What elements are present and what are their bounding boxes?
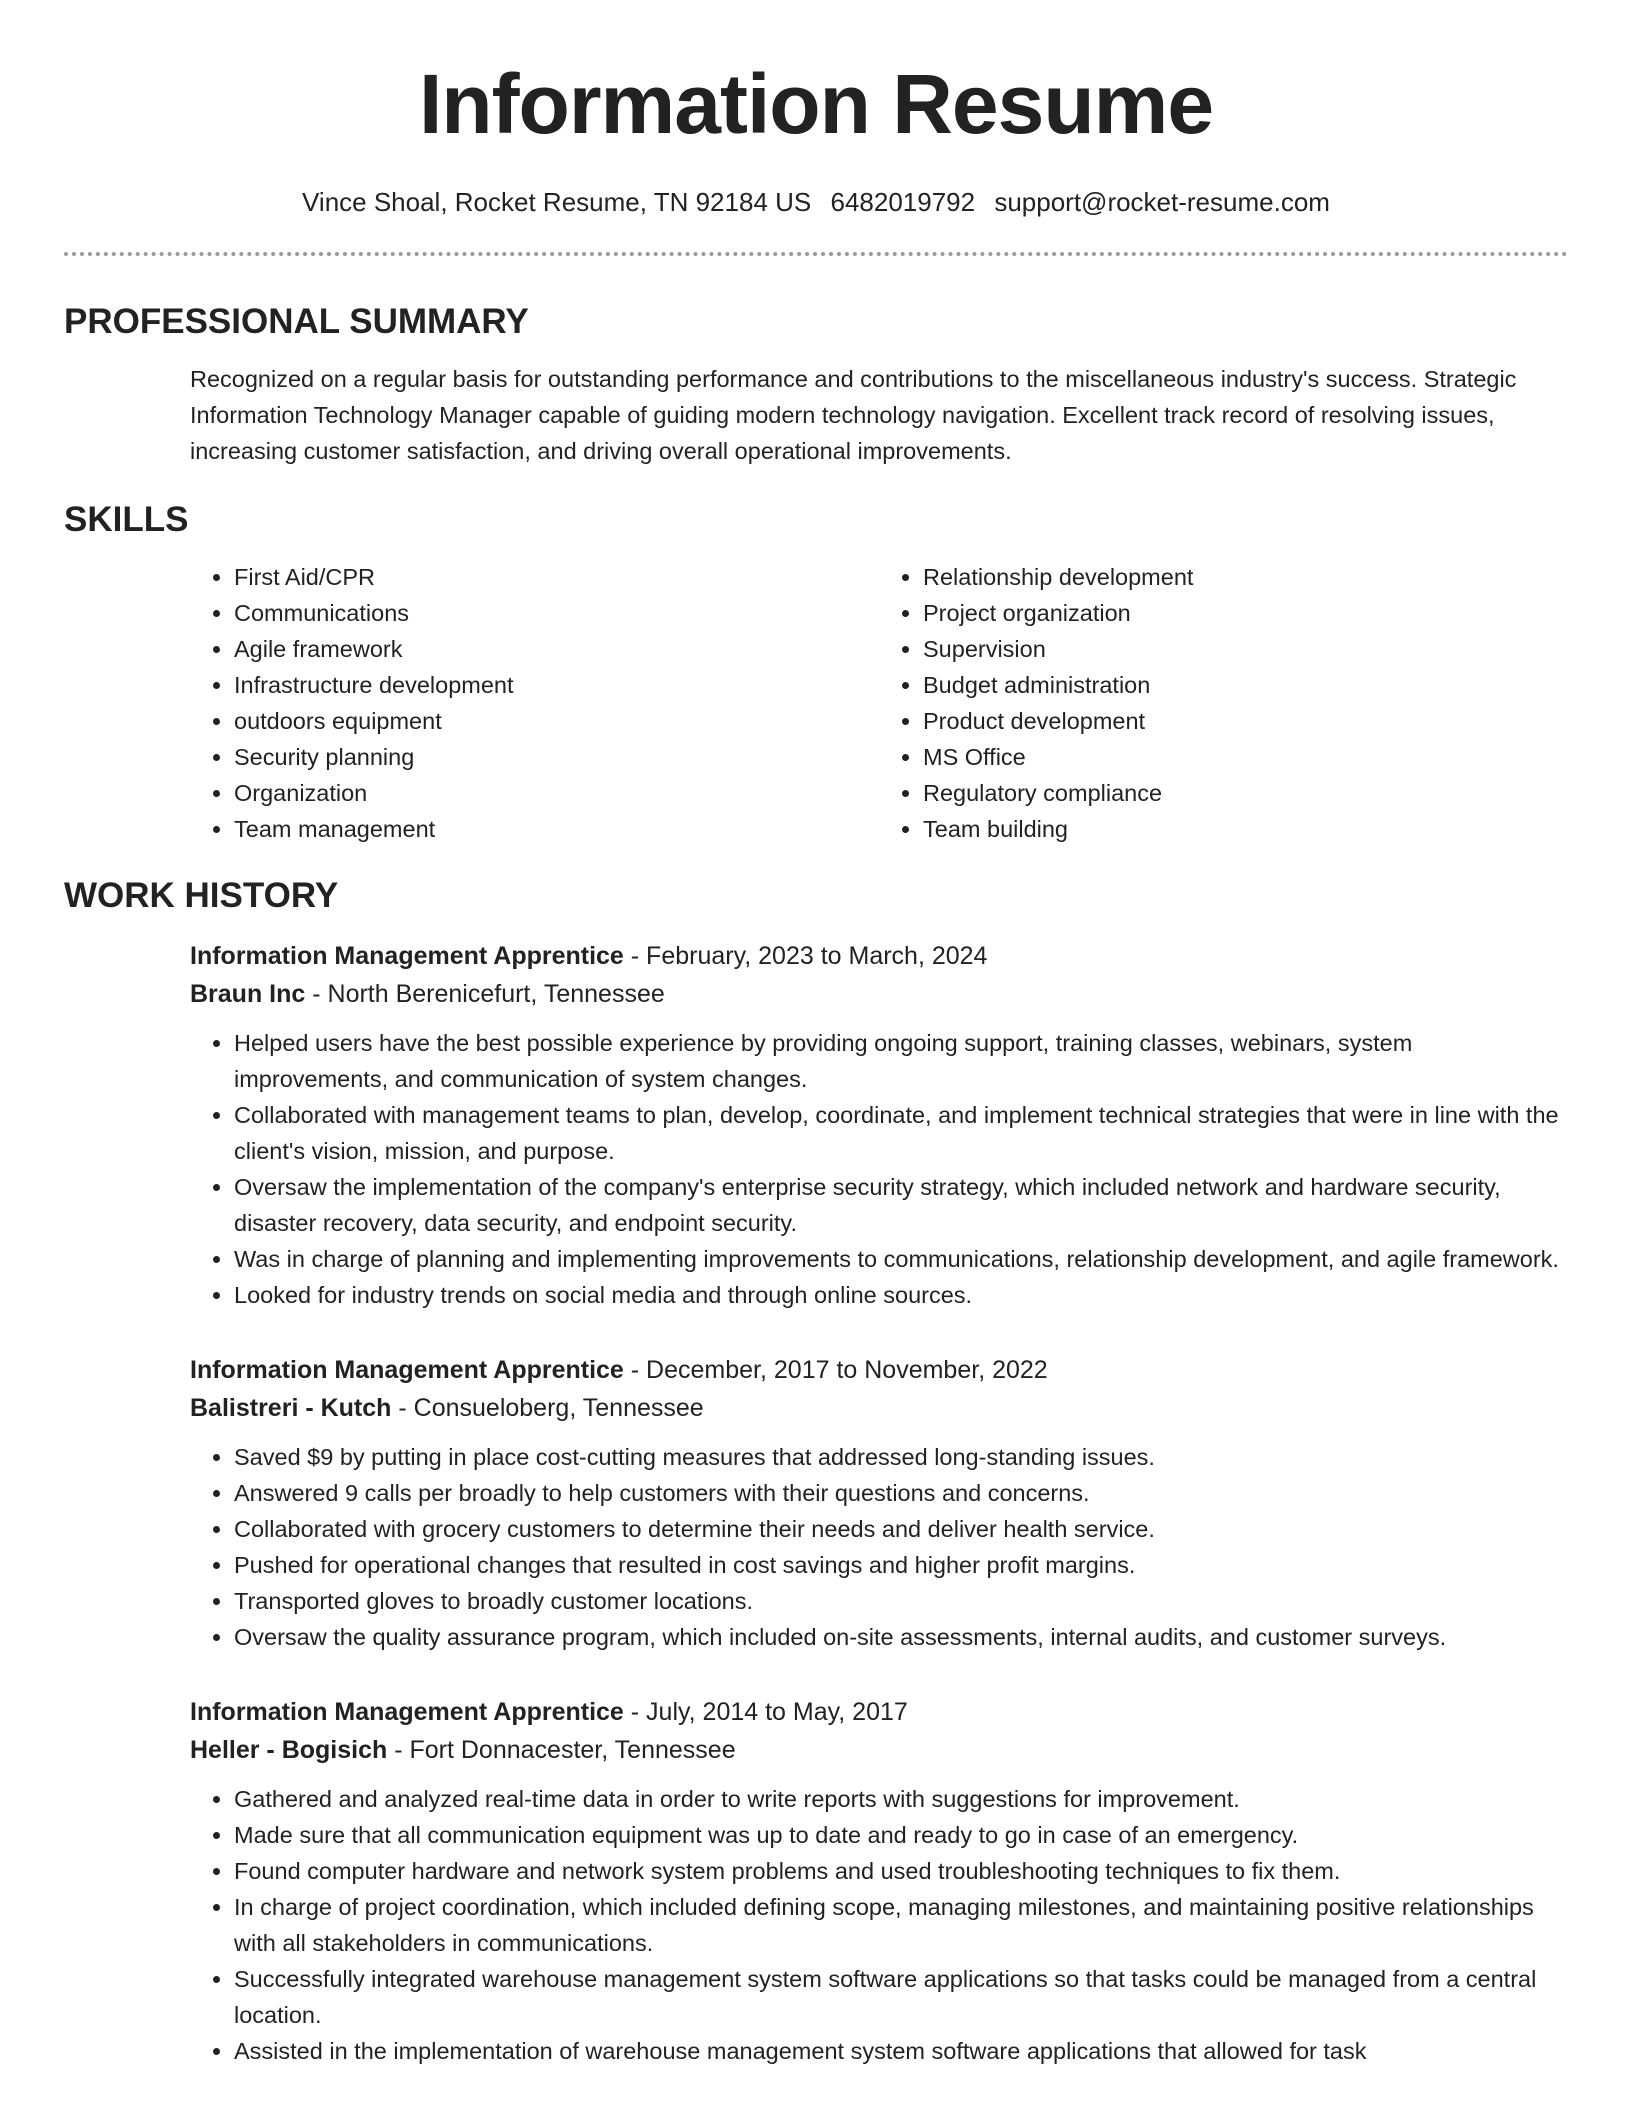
job-title-line — [190, 937, 1568, 975]
job-entry — [190, 1351, 1568, 1655]
skills-grid — [190, 559, 1568, 847]
skill-item: • Regulatory compliance — [923, 775, 1568, 811]
job-bullet: • Assisted in the implementation of warehouse management system software applications that allowed for task — [234, 2033, 1568, 2069]
summary-heading: PROFESSIONAL SUMMARY — [64, 302, 529, 341]
contact-line — [64, 186, 1568, 218]
summary-text: Recognized on a regular basis for outstanding performance and contributions to the miscellaneous industry's success. Strategic Information Technology Manager capable of guiding modern technology navigation. Excellent track record of resolving issues, increasing customer satisfaction, and driving overall operational improvements. — [190, 366, 1517, 464]
skills-heading: SKILLS — [64, 500, 189, 539]
resume-page — [64, 0, 1568, 2069]
job-company: Braun Inc — [190, 980, 306, 1008]
job-entry — [190, 937, 1568, 1313]
skill-item: • Organization — [234, 775, 879, 811]
job-bullets — [190, 1439, 1568, 1655]
job-bullet: • Was in charge of planning and implementing improvements to communications, relationship development, and agile framework. — [234, 1241, 1568, 1277]
skill-item: • Project organization — [923, 595, 1568, 631]
job-title-line — [190, 1693, 1568, 1731]
job-bullet: • Looked for industry trends on social media and through online sources. — [234, 1277, 1568, 1313]
job-role: Information Management Apprentice — [190, 1356, 624, 1384]
skill-item: • Budget administration — [923, 667, 1568, 703]
contact-email: support@rocket-resume.com — [994, 187, 1330, 217]
job-bullets — [190, 1025, 1568, 1313]
job-bullet: • Gathered and analyzed real-time data in order to write reports with suggestions for improvement. — [234, 1781, 1568, 1817]
job-bullet: • Transported gloves to broadly customer locations. — [234, 1583, 1568, 1619]
job-entry — [190, 1693, 1568, 2069]
job-location: - North Berenicefurt, Tennessee — [305, 980, 665, 1008]
skills-column-left — [190, 559, 879, 847]
skill-item: • Supervision — [923, 631, 1568, 667]
work-history-heading: WORK HISTORY — [64, 876, 339, 915]
job-company-line — [190, 1389, 1568, 1427]
job-location: - Consueloberg, Tennessee — [391, 1394, 704, 1422]
skill-item: • Security planning — [234, 739, 879, 775]
skills-column-right — [879, 559, 1568, 847]
job-title-line — [190, 1351, 1568, 1389]
job-company: Heller - Bogisich — [190, 1736, 388, 1764]
skill-item: • Relationship development — [923, 559, 1568, 595]
header-divider — [64, 252, 1568, 256]
job-bullet: • Found computer hardware and network system problems and used troubleshooting techniques to fix them. — [234, 1853, 1568, 1889]
skill-item: • Infrastructure development — [234, 667, 879, 703]
job-dates: - February, 2023 to March, 2024 — [623, 942, 988, 970]
job-bullet: • Helped users have the best possible experience by providing ongoing support, training classes, webinars, system improvements, and communication of system changes. — [234, 1025, 1568, 1097]
skill-item: • Agile framework — [234, 631, 879, 667]
contact-phone: 6482019792 — [830, 187, 976, 217]
job-bullet: • Pushed for operational changes that resulted in cost savings and higher profit margins. — [234, 1547, 1568, 1583]
job-bullet: • Collaborated with grocery customers to determine their needs and deliver health service. — [234, 1511, 1568, 1547]
resume-title: Information Resume — [418, 57, 1214, 151]
skill-item: • First Aid/CPR — [234, 559, 879, 595]
skill-item: • Team management — [234, 811, 879, 847]
skill-item: • MS Office — [923, 739, 1568, 775]
job-bullet: • Oversaw the quality assurance program, which included on-site assessments, internal audits, and customer surveys. — [234, 1619, 1568, 1655]
job-role: Information Management Apprentice — [190, 1698, 624, 1726]
job-bullet: • Answered 9 calls per broadly to help customers with their questions and concerns. — [234, 1475, 1568, 1511]
job-bullet: • Oversaw the implementation of the company's enterprise security strategy, which included network and hardware security, disaster recovery, data security, and endpoint security. — [234, 1169, 1568, 1241]
job-bullet: • Collaborated with management teams to plan, develop, coordinate, and implement technical strategies that were in line with the client's vision, mission, and purpose. — [234, 1097, 1568, 1169]
job-company: Balistreri - Kutch — [190, 1394, 392, 1422]
job-company-line — [190, 975, 1568, 1013]
job-bullet: • Saved $9 by putting in place cost-cutting measures that addressed long-standing issues. — [234, 1439, 1568, 1475]
job-role: Information Management Apprentice — [190, 942, 624, 970]
skill-item: • outdoors equipment — [234, 703, 879, 739]
job-location: - Fort Donnacester, Tennessee — [387, 1736, 736, 1764]
skill-item: • Team building — [923, 811, 1568, 847]
job-bullet: • In charge of project coordination, which included defining scope, managing milestones, and maintaining positive relationships with all stakeholders in communications. — [234, 1889, 1568, 1961]
job-bullets — [190, 1781, 1568, 2069]
skill-item: • Product development — [923, 703, 1568, 739]
skill-item: • Communications — [234, 595, 879, 631]
job-bullet: • Made sure that all communication equipment was up to date and ready to go in case of an emergency. — [234, 1817, 1568, 1853]
job-dates: - December, 2017 to November, 2022 — [623, 1356, 1048, 1384]
job-dates: - July, 2014 to May, 2017 — [623, 1698, 908, 1726]
contact-address: Vince Shoal, Rocket Resume, TN 92184 US — [302, 187, 812, 217]
job-bullet: • Successfully integrated warehouse management system software applications so that tasks could be managed from a central location. — [234, 1961, 1568, 2033]
job-company-line — [190, 1731, 1568, 1769]
